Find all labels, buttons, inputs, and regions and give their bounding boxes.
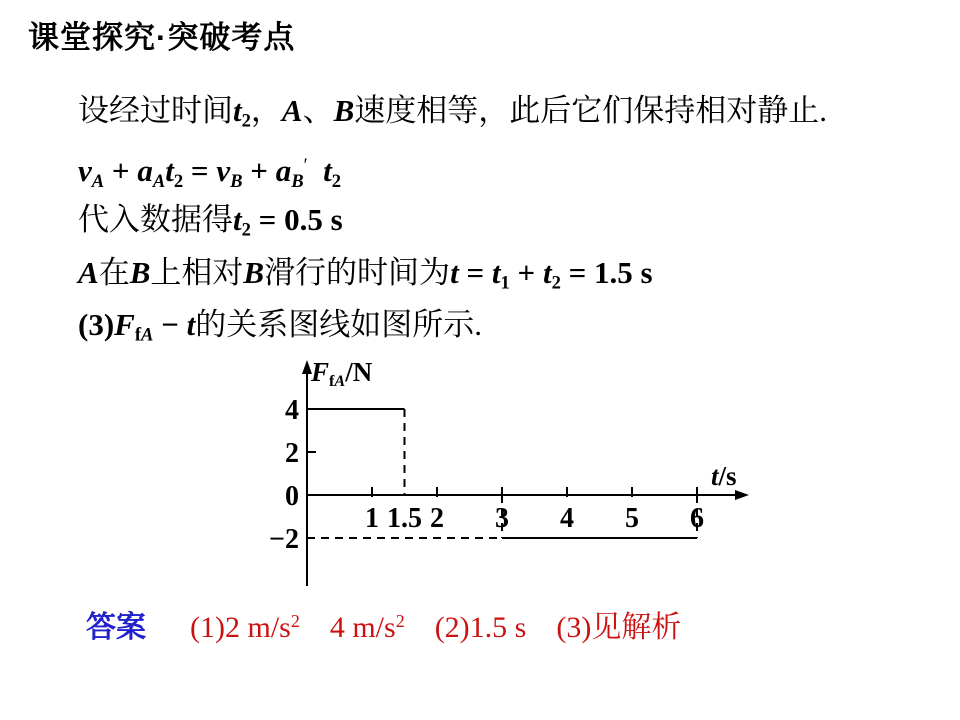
solution-line-total-time: A在B上相对B滑行的时间为t = t1 + t2 = 1.5 s bbox=[78, 255, 653, 294]
svg-text:4: 4 bbox=[285, 395, 299, 426]
svg-text:1.5: 1.5 bbox=[387, 503, 422, 534]
solution-equation-velocity: vA + aAt2 = vB + aB′ t2 bbox=[78, 153, 342, 192]
y-axis-label: FfA/N bbox=[311, 357, 373, 390]
x-axis-label: t/s bbox=[711, 461, 737, 491]
force-time-chart bbox=[0, 350, 960, 605]
answer-text: (1)2 $m/s^2$ 4 $m/s^2$ (2)1.5 s (3)见解析 bbox=[190, 611, 682, 644]
answer-label: 答案 bbox=[86, 611, 146, 644]
page-title: 课堂探究·突破考点 bbox=[28, 20, 296, 55]
svg-text:1: 1 bbox=[365, 503, 379, 534]
svg-text:6: 6 bbox=[690, 503, 704, 534]
svg-text:−2: −2 bbox=[269, 524, 299, 555]
svg-text:0: 0 bbox=[285, 481, 299, 512]
svg-text:5: 5 bbox=[625, 503, 639, 534]
answer-row bbox=[86, 602, 681, 646]
solution-line-t2-result: 代入数据得t2 = 0.5 s bbox=[78, 202, 343, 241]
svg-text:2: 2 bbox=[285, 438, 299, 469]
svg-text:4: 4 bbox=[560, 503, 574, 534]
solution-line-graph-intro: (3)FfA − t的关系图线如图所示. bbox=[78, 307, 482, 346]
solution-line-1: 设经过时间t2，A、B速度相等，此后它们保持相对静止. bbox=[78, 93, 828, 132]
svg-text:2: 2 bbox=[430, 503, 444, 534]
svg-text:3: 3 bbox=[495, 503, 509, 534]
